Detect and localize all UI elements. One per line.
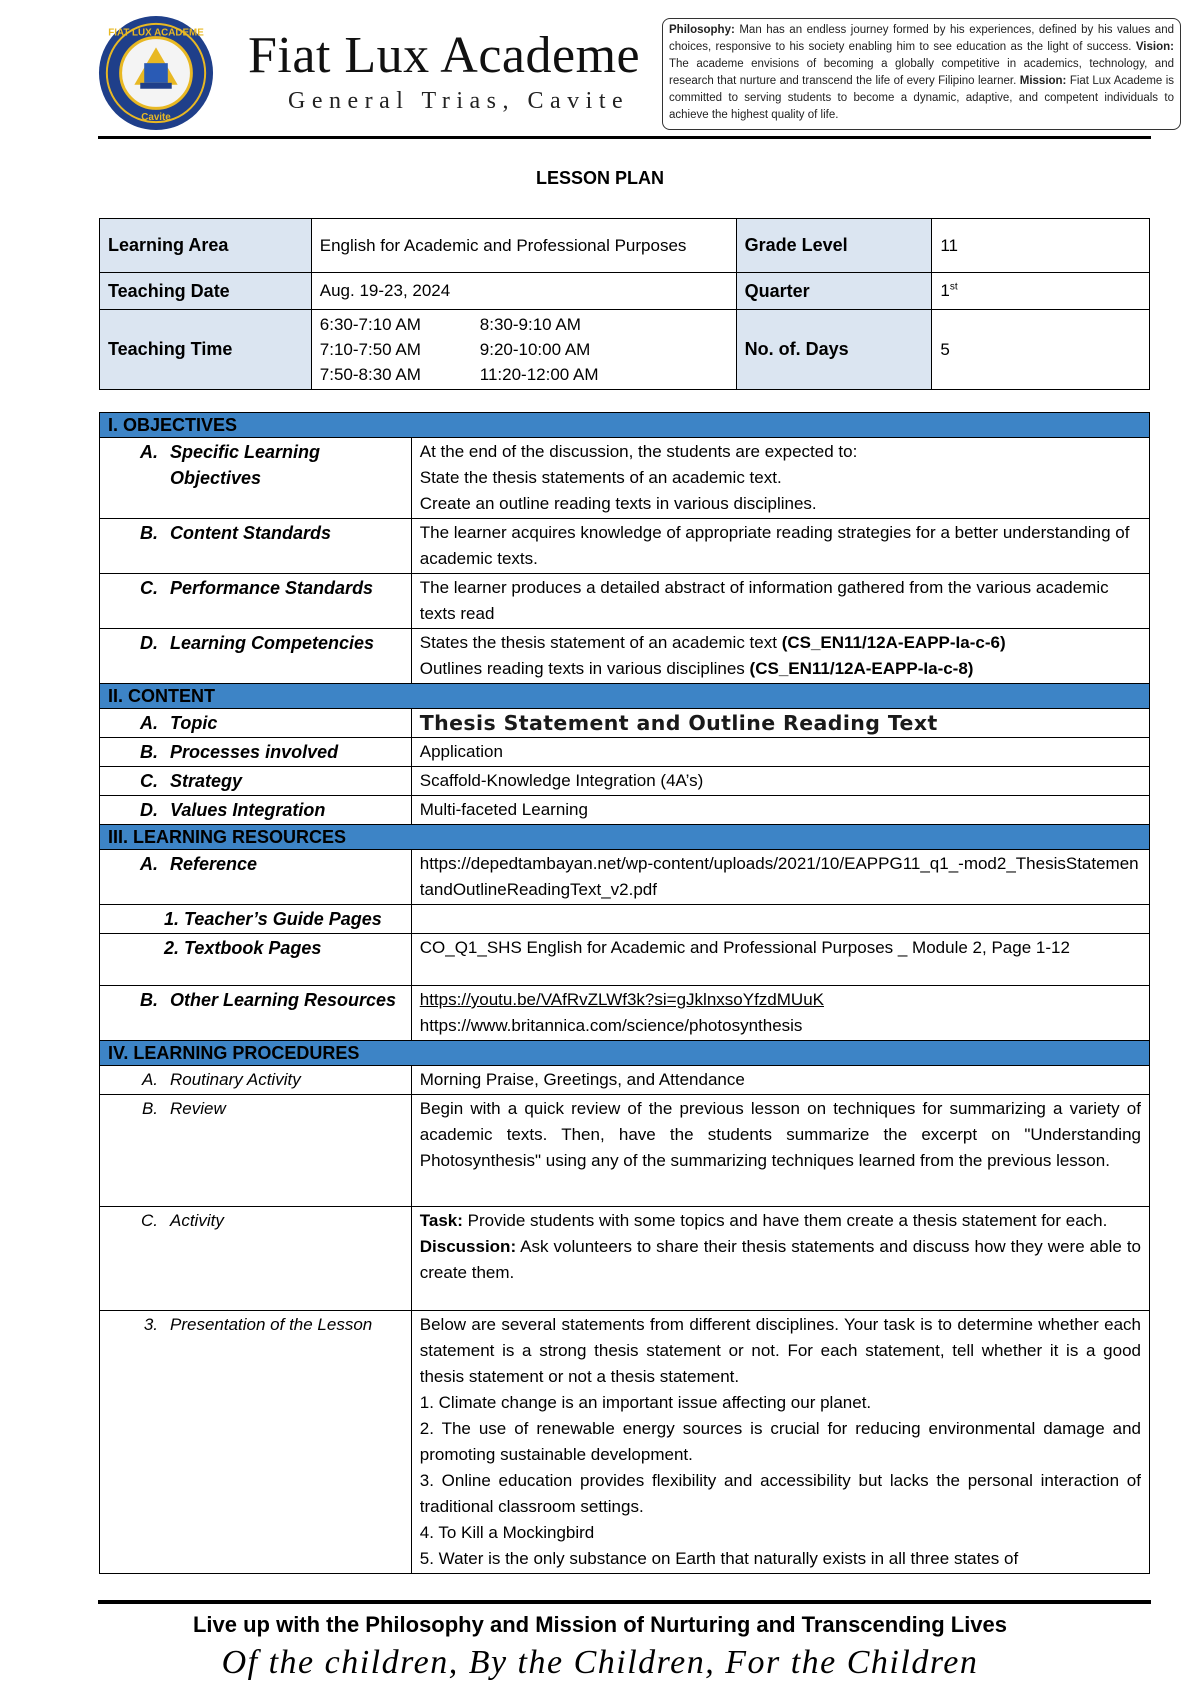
quarter-label: Quarter xyxy=(736,273,932,310)
section-learning-resources: III. LEARNING RESOURCES xyxy=(100,825,1150,850)
section-objectives: I. OBJECTIVES xyxy=(100,413,1150,438)
list-item: 2. The use of renewable energy sources is crucial for reducing environmental damage and promoting sustainable development. xyxy=(419,1419,1141,1464)
quarter-value: 1st xyxy=(932,273,1150,310)
learning-area-value: English for Academic and Professional Purposes xyxy=(311,219,736,273)
presentation-value: Below are several statements from different disciplines. Your task is to determine whether each statement is a strong thesis statement or not. For each statement, tell whether it is a good thesis statement or not a thesis statement. 1. Climate change is an important issue affecting our planet. 2. The use of renewable energy sources is crucial for reducing environmental damage and promoting sustainable development. 3. Online education provides flexibility and accessibility but lacks the personal interaction of traditional classroom settings. 4. To Kill a Mockingbird 5. Water is the only substance on Earth that naturally exists in all three states of xyxy=(411,1311,1149,1574)
teachers-guide-label: 1. Teacher’s Guide Pages xyxy=(164,909,382,929)
content-standards-label: Content Standards xyxy=(170,523,332,543)
processes-value: Application xyxy=(411,738,1149,767)
topic-value: Thesis Statement and Outline Reading Text xyxy=(411,709,1149,738)
reference-value[interactable]: https://depedtambayan.net/wp-content/uploads/2021/10/EAPPG11_q1_-mod2_ThesisStatementandOutlineReadingText_v2.pdf xyxy=(411,850,1149,905)
other-resources-value xyxy=(411,986,1149,1041)
school-name: Fiat Lux Academe xyxy=(248,27,641,84)
textbook-pages-value: CO_Q1_SHS English for Academic and Professional Purposes _ Module 2, Page 1-12 xyxy=(411,934,1149,986)
other-resources-label: Other Learning Resources xyxy=(170,990,397,1010)
vision-text: The academe envisions of becoming a globally competitive in academics, technology, and research that nurture and transcend the life of every Filipino learner. xyxy=(669,58,1174,87)
philosophy-label: Philosophy: xyxy=(669,24,735,36)
teachers-guide-value xyxy=(411,905,1149,934)
footer-motto: Live up with the Philosophy and Mission of Nurturing and Transcending Lives xyxy=(192,1612,1008,1637)
teaching-date-label: Teaching Date xyxy=(100,273,312,310)
philosophy-vision-mission-box xyxy=(662,18,1181,130)
values-integration-label: Values Integration xyxy=(170,800,326,820)
vision-label: Vision: xyxy=(1135,41,1174,53)
learning-competencies-label: Learning Competencies xyxy=(170,633,375,653)
list-item: 5. Water is the only substance on Earth that naturally exists in all three states of xyxy=(419,1549,1019,1568)
mission-text: Fiat Lux Academe is committed to serving students to become a dynamic, adaptive, and competent individuals to achieve the highest quality of life. xyxy=(669,75,1175,121)
header-divider xyxy=(98,136,1151,139)
performance-standards-label: Performance Standards xyxy=(170,578,374,598)
grade-level-label: Grade Level xyxy=(736,219,932,273)
reference-label: Reference xyxy=(170,854,258,874)
britannica-link[interactable]: https://www.britannica.com/science/photosynthesis xyxy=(419,1016,803,1035)
learning-competencies-value: States the thesis statement of an academic text (CS_EN11/12A-EAPP-Ia-c-6) Outlines reading texts in various disciplines (CS_EN11/12A-EAPP-Ia-c-8) xyxy=(411,629,1149,684)
values-integration-value: Multi-faceted Learning xyxy=(411,796,1149,825)
section-learning-procedures: IV. LEARNING PROCEDURES xyxy=(100,1041,1150,1066)
school-location: General Trias, Cavite xyxy=(288,88,630,114)
list-item: 3. Online education provides flexibility and accessibility but lacks the personal interaction of traditional classroom settings. xyxy=(419,1471,1141,1516)
list-item: 1. Climate change is an important issue affecting our planet. xyxy=(419,1393,872,1412)
philosophy-text: Man has an endless journey formed by his experiences, defined by his values and choices, responsive to his society enabling him to see education as the light of success. xyxy=(669,24,1174,53)
topic-label: Topic xyxy=(170,713,218,733)
review-label: Review xyxy=(170,1099,226,1118)
teaching-time-value: 6:30-7:10 AM 8:30-9:10 AM 7:10-7:50 AM 9:20-10:00 AM 7:50-8:30 AM 11:20-12:00 AM xyxy=(311,310,736,390)
footer-divider xyxy=(98,1600,1151,1604)
review-value: Begin with a quick review of the previous lesson on techniques for summarizing a variety of academic texts. Then, have the students summarize the excerpt on "Understanding Photosynthesis" using any of the summarizing techniques learned from the previous lesson. xyxy=(411,1095,1149,1207)
learning-area-label: Learning Area xyxy=(100,219,312,273)
footer-tagline: Of the children, By the Children, For the Children xyxy=(221,1644,979,1681)
performance-standards-value: The learner produces a detailed abstract of information gathered from the various academic texts read xyxy=(411,574,1149,629)
svg-text:Cavite: Cavite xyxy=(141,112,171,124)
svg-text:FIAT LUX ACADEME: FIAT LUX ACADEME xyxy=(108,27,204,39)
list-item: 4. To Kill a Mockingbird xyxy=(419,1523,595,1542)
processes-label: Processes involved xyxy=(170,742,339,762)
content-standards-value: The learner acquires knowledge of appropriate reading strategies for a better understanding of academic texts. xyxy=(411,519,1149,574)
teaching-time-label: Teaching Time xyxy=(100,310,312,390)
lesson-info-table xyxy=(99,218,1150,390)
mission-label: Mission: xyxy=(1019,75,1067,87)
days-label: No. of. Days xyxy=(736,310,932,390)
strategy-label: Strategy xyxy=(170,771,243,791)
textbook-pages-label: 2. Textbook Pages xyxy=(164,938,322,958)
days-value: 5 xyxy=(932,310,1150,390)
routinary-activity-value: Morning Praise, Greetings, and Attendance xyxy=(411,1066,1149,1095)
lesson-plan-table: I. OBJECTIVES A. Specific Learning Objectives At the end of the discussion, the students are expected to: State the thesis statements of an academic text. Create an outline reading texts in various disciplines. B. Content Standards The learner acquires knowledge of appropriate reading strategies for a better understanding of academic texts. C. Performance Standards The learner produces a detailed abstract of information gathered from the various academic texts read D. Learning Competencies States the thesis statement of an academic text (CS_EN11/12A-EAPP-Ia-c-6) Outlines reading texts in various disciplines (CS_EN11/12A-EAPP-Ia-c-8) II. CONTENT A. Topic Thesis Statement and Outline Reading Text B. Processes involved Application C. Strategy Scaffold-Knowledge Integration (4A’s) D. Values Integration Multi-faceted Learning III. LEARNING RESOURCES A. Reference https://depedtambayan.net/wp-content/uploads/2021/10/EAPPG11_q1_-mod2_ThesisStatementandOutlineReadingText_v2.pdf 1. Teacher’s Guide Pages 2. Textbook Pages CO_Q1_SHS English for Academic and Professional Purposes _ Module 2, Page 1-12 B. Other Learning Resources https://youtu.be/VAfRvZLWf3k?si=gJklnxsoYfzdMUuK https://www.britannica.com/science/photosynthesis IV. LEARNING PROCEDURES A. Routinary Activity Morning Praise, Greetings, and Attendance B. Review Begin with a quick review of the previous lesson on techniques for summarizing a variety of academic texts. Then, have the students summarize the excerpt on "Understanding Photosynthesis" using any of the summarizing techniques learned from the previous lesson. C. Activity Task: Provide students with some topics and have them create a thesis statement for each. Discussion: Ask volunteers to share their thesis statements and discuss how they were able to create them. 3. Presentation of the Lesson Below are several statements from different disciplines. Your task is to determine whether each statement is a strong thesis statement or not. For each statement, tell whether it is a good thesis statement or not a thesis statement. 1. Climate change is an important issue affecting our planet. 2. The use of renewable energy sources is crucial for reducing environmental damage and promoting sustainable development. 3. Online education provides flexibility and accessibility but lacks the personal interaction of traditional classroom settings. 4. To Kill a Mockingbird 5. Water is the only substance on Earth that naturally exists in all three states of xyxy=(99,412,1150,1574)
teaching-date-value: Aug. 19-23, 2024 xyxy=(311,273,736,310)
grade-level-value: 11 xyxy=(932,219,1150,273)
routinary-activity-label: Routinary Activity xyxy=(170,1070,301,1089)
specific-objectives-label: Specific Learning Objectives xyxy=(170,442,321,488)
school-seal-logo xyxy=(97,14,215,132)
section-content: II. CONTENT xyxy=(100,684,1150,709)
youtube-link[interactable]: https://youtu.be/VAfRvZLWf3k?si=gJklnxsoYfzdMUuK xyxy=(419,990,824,1009)
activity-label: Activity xyxy=(170,1211,224,1230)
presentation-label: Presentation of the Lesson xyxy=(170,1315,373,1334)
page-title: LESSON PLAN xyxy=(535,168,664,188)
activity-value: Task: Provide students with some topics and have them create a thesis statement for each. Discussion: Ask volunteers to share their thesis statements and discuss how they were able to create them. xyxy=(411,1207,1149,1311)
letterhead xyxy=(0,0,1200,140)
specific-objectives-value: At the end of the discussion, the students are expected to: State the thesis statements of an academic text. Create an outline reading texts in various disciplines. xyxy=(411,438,1149,519)
strategy-value: Scaffold-Knowledge Integration (4A’s) xyxy=(411,767,1149,796)
